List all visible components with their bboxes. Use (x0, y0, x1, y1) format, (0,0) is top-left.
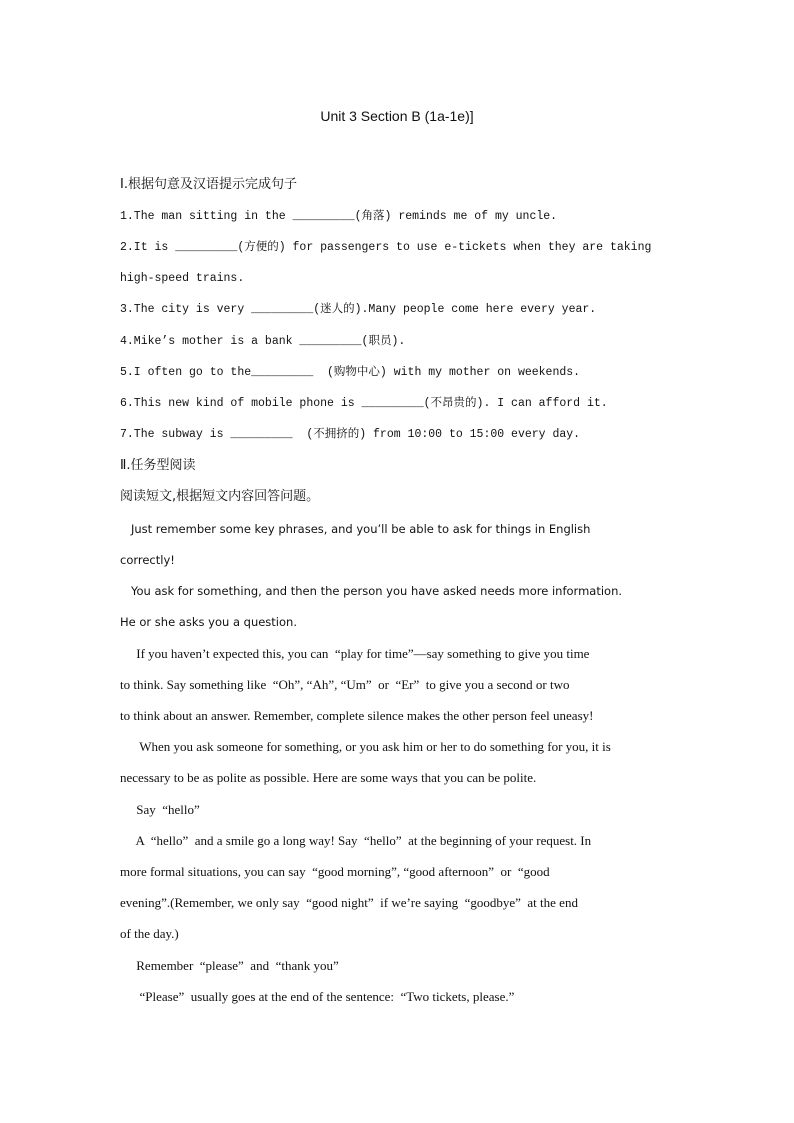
exercise-line: 2.It is _________(方便的) for passengers to use e-tickets when they are taking (120, 241, 652, 254)
paragraph-line: “Please” usually goes at the end of the sentence: “Two tickets, please.” (120, 989, 515, 1004)
paragraph-line: more formal situations, you can say “good morning”, “good afternoon” or “good (120, 864, 550, 879)
exercise-line: 3.The city is very _________(迷人的).Many people come here every year. (120, 303, 597, 316)
exercise-line: 6.This new kind of mobile phone is _________(不昂贵的). I can afford it. (120, 397, 608, 410)
paragraph-line: to think about an answer. Remember, complete silence makes the other person feel uneasy! (120, 708, 594, 723)
paragraph-line: He or she asks you a question. (120, 615, 297, 629)
paragraph-line: to think. Say something like “Oh”, “Ah”, “Um” or “Er” to give you a second or two (120, 677, 570, 692)
paragraph-line: evening”.(Remember, we only say “good night” if we’re saying “goodbye” at the end (120, 895, 578, 910)
subheading-hello: Say “hello” (120, 802, 200, 817)
section1-heading: Ⅰ.根据句意及汉语提示完成句子 (120, 177, 297, 192)
exercise-line: 1.The man sitting in the _________(角落) reminds me of my uncle. (120, 210, 558, 223)
subheading-please: Remember “please” and “thank you” (120, 958, 339, 973)
section2-instruction: 阅读短文,根据短文内容回答问题。 (120, 489, 320, 504)
paragraph-line: You ask for something, and then the person you have asked needs more information. (120, 584, 623, 598)
paragraph-line: necessary to be as polite as possible. Here are some ways that you can be polite. (120, 770, 537, 785)
paragraph-line: A “hello” and a smile go a long way! Say “hello” at the beginning of your request. In (120, 833, 592, 848)
paragraph-line: When you ask someone for something, or you ask him or her to do something for you, it is (120, 739, 611, 754)
paragraph-line: If you haven’t expected this, you can “play for time”—say something to give you time (120, 646, 590, 661)
paragraph-line: Just remember some key phrases, and you’ll be able to ask for things in English (120, 522, 591, 536)
paragraph-line: correctly! (120, 553, 175, 567)
page-title: Unit 3 Section B (1a-1e)] (320, 108, 474, 124)
exercise-line: 4.Mike’s mother is a bank _________(职员). (120, 335, 406, 348)
paragraph-line: of the day.) (120, 926, 179, 941)
section2-heading: Ⅱ.任务型阅读 (120, 458, 196, 473)
exercise-line: 5.I often go to the_________ (购物中心) with my mother on weekends. (120, 366, 581, 379)
exercise-line: 7.The subway is _________ (不拥挤的) from 10:00 to 15:00 every day. (120, 428, 581, 441)
exercise-line: high-speed trains. (120, 272, 245, 285)
